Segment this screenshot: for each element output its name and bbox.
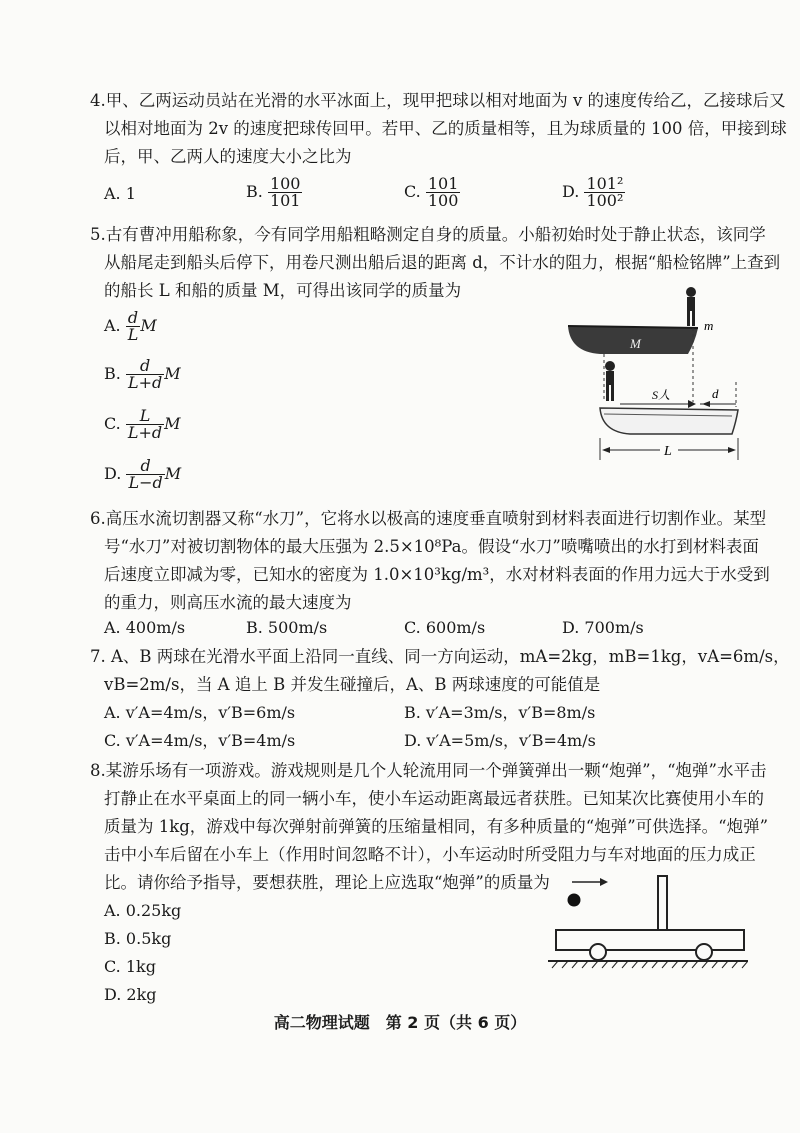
fig-label-m: m — [704, 318, 714, 333]
q5-option-d: D. $\frac{d}{L-d}$ M — [104, 456, 182, 492]
q6-line2: 号“水刀”对被切割物体的最大压强为 2.5×10⁸Pa。假设“水刀”喷嘴喷出的水打到材料表面 — [104, 537, 759, 556]
q7-option-c: C. v′A=4m/s，v′B=4m/s — [104, 731, 296, 750]
q8-line3: 质量为 1kg，游戏中每次弹射前弹簧的压缩量相同，有多种质量的“炮弹”可供选择。“炮弹” — [104, 817, 769, 836]
page-footer: 高二物理试题 第 2 页（共 6 页） — [273, 1013, 527, 1032]
q6-line1: 6.高压水流切割器又称“水刀”，它将水以极高的速度垂直喷射到材料表面进行切割作业。某型 — [90, 509, 767, 528]
q4-line1: 4.甲、乙两运动员站在光滑的水平冰面上，现甲把球以相对地面为 v 的速度传给乙，乙接球后又 — [90, 91, 786, 110]
q5-line3: 的船长 L 和船的质量 M，可得出该同学的质量为 — [104, 281, 462, 300]
q5-line2: 从船尾走到船头后停下，用卷尺测出船后退的距离 d，不计水的阻力，根据“船检铭牌”上查到 — [104, 253, 781, 272]
q4-option-a: A. 1 — [104, 184, 136, 203]
q6-option-c: C. 600m/s — [404, 618, 486, 637]
q8-option-a: A. 0.25kg — [104, 901, 182, 920]
cart-figure — [548, 872, 748, 972]
q4-option-c: C. $\frac{101}{100}$ — [404, 174, 459, 210]
q7-option-a: A. v′A=4m/s，v′B=6m/s — [104, 703, 296, 722]
q8-line5: 比。请你给予指导，要想获胜，理论上应选取“炮弹”的质量为 — [104, 873, 550, 892]
cart-pole — [658, 876, 667, 930]
fig-label-d: d — [712, 386, 719, 401]
wheel-left-icon — [590, 944, 606, 960]
arrow-right-icon — [600, 878, 608, 886]
q8-option-d: D. 2kg — [104, 985, 157, 1004]
q7-line1: 7. A、B 两球在光滑水平面上沿同一直线、同一方向运动，mA=2kg，mB=1kg，vA=6m/s， — [90, 647, 790, 666]
wheel-right-icon — [696, 944, 712, 960]
q8-line1: 8.某游乐场有一项游戏。游戏规则是几个人轮流用同一个弹簧弹出一颗“炮弹”，“炮弹”水平击 — [90, 761, 767, 780]
q6-option-d: D. 700m/s — [562, 618, 644, 637]
q7-option-d: D. v′A=5m/s，v′B=4m/s — [404, 731, 596, 750]
fig-label-s: S人 — [652, 388, 671, 402]
fig-label-L: L — [664, 444, 672, 459]
q5-option-a: A. $\frac{d}{L}$ M — [104, 308, 157, 344]
q4-option-b: B. $\frac{100}{101}$ — [246, 174, 301, 210]
q7-line2: vB=2m/s，当 A 追上 B 并发生碰撞后，A、B 两球速度的可能值是 — [104, 675, 601, 694]
person-bottom-icon — [605, 361, 615, 401]
q4-line2: 以相对地面为 2v 的速度把球传回甲。若甲、乙的质量相等，且为球质量的 100 倍，甲接到球 — [104, 119, 787, 138]
q4-option-d: D. $\frac{\text{101²}}{\text{100²}}$ — [562, 174, 624, 210]
q8-line2: 打静止在水平桌面上的同一辆小车，使小车运动距离最远者获胜。已知某次比赛使用小车的 — [104, 789, 764, 808]
q6-line3: 后速度立即减为零，已知水的密度为 1.0×10³kg/m³，水对材料表面的作用力远大于水受到 — [104, 565, 770, 584]
q5-option-b: B. $\frac{d}{L+d}$ M — [104, 356, 181, 392]
q4-line3: 后，甲、乙两人的速度大小之比为 — [104, 147, 352, 166]
q5-option-c: C. $\frac{L}{L+d}$ M — [104, 406, 181, 442]
cart-body — [556, 930, 744, 950]
q8-line4: 击中小车后留在小车上（作用时间忽略不计），小车运动时所受阻力与车对地面的压力成正 — [104, 845, 756, 864]
q7-option-b: B. v′A=3m/s，v′B=8m/s — [404, 703, 596, 722]
q6-option-b: B. 500m/s — [246, 618, 328, 637]
person-top-icon — [686, 287, 696, 326]
q8-option-c: C. 1kg — [104, 957, 156, 976]
cannonball-icon — [568, 894, 581, 907]
boat-figure — [560, 282, 750, 462]
fig-label-M: M — [630, 336, 641, 351]
q6-line4: 的重力，则高压水流的最大速度为 — [104, 593, 352, 612]
q6-option-a: A. 400m/s — [104, 618, 186, 637]
q8-option-b: B. 0.5kg — [104, 929, 172, 948]
q5-line1: 5.古有曹冲用船称象，今有同学用船粗略测定自身的质量。小船初始时处于静止状态，该同学 — [90, 225, 766, 244]
